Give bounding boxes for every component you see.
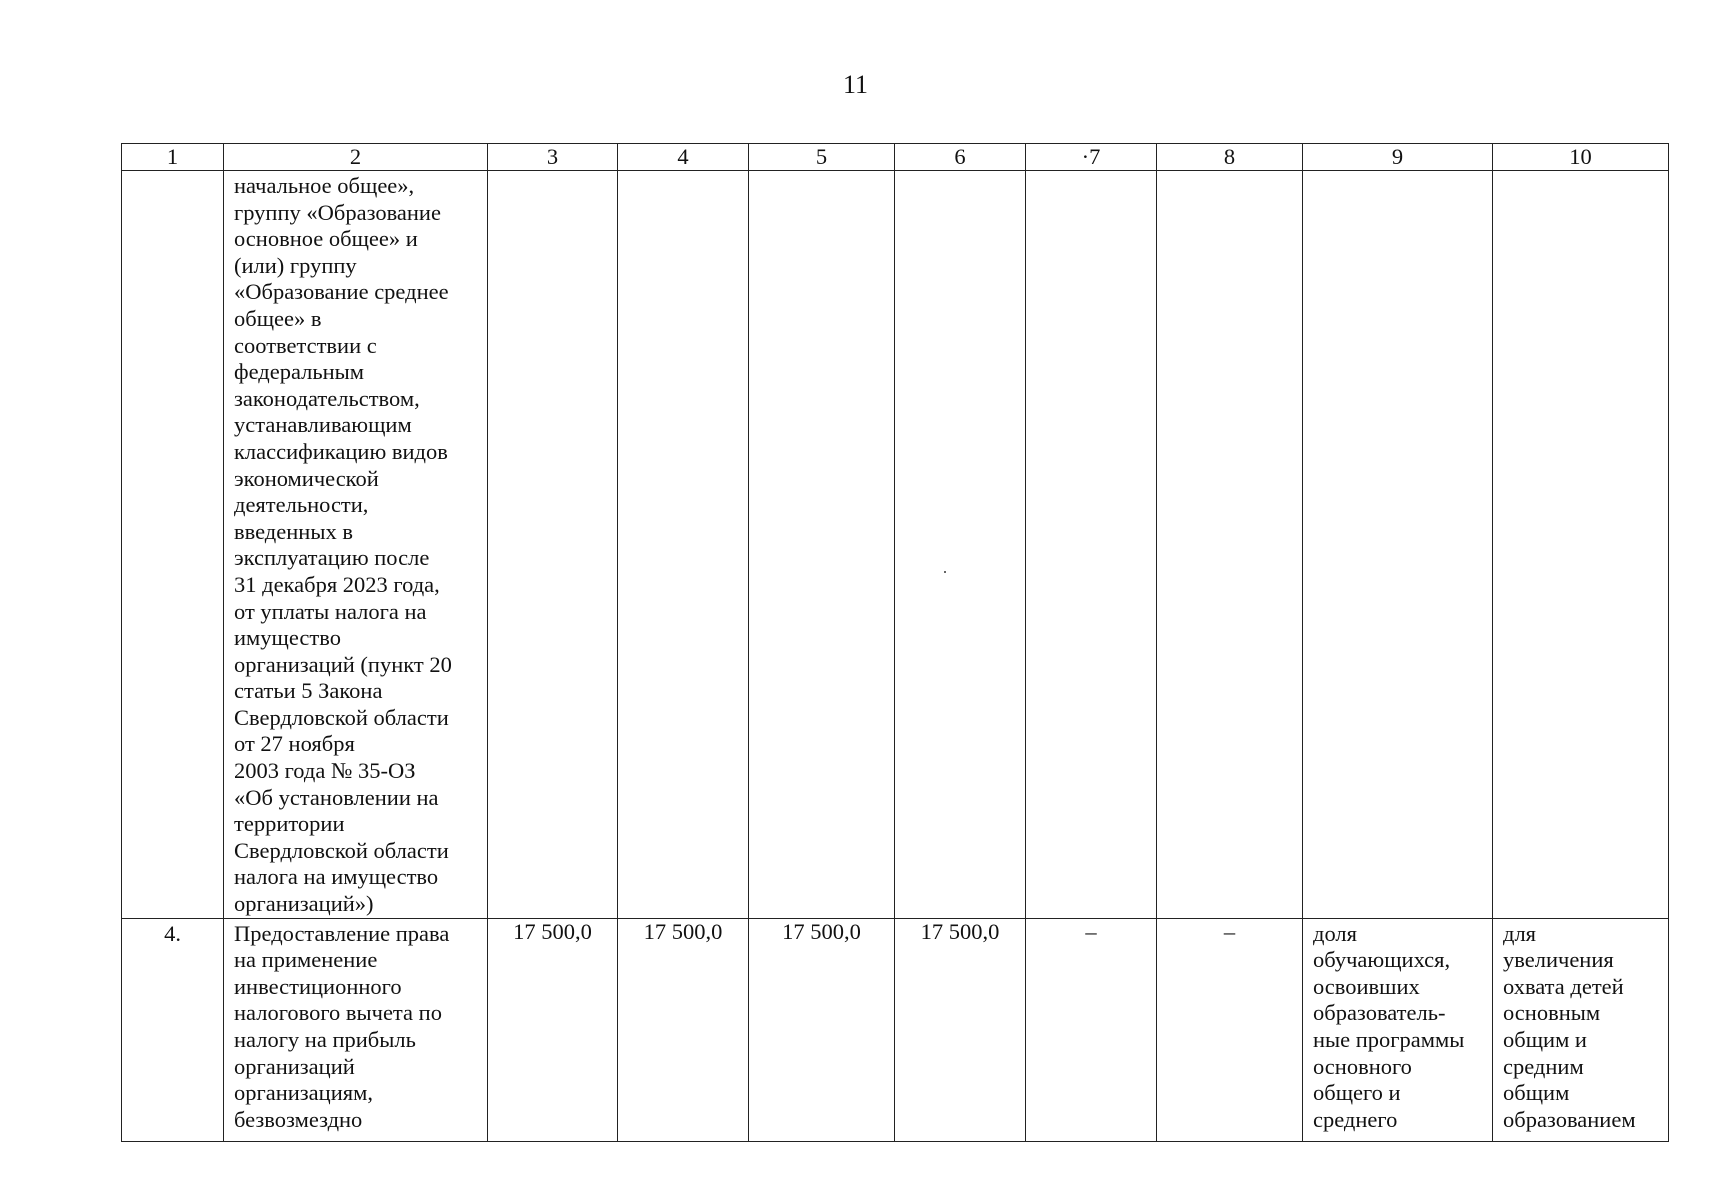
- cell-col3: [488, 171, 618, 919]
- scan-speck: [944, 571, 946, 573]
- cell-description: начальное общее», группу «Образование основное общее» и (или) группу «Образование среднее общее» в соответствии с федеральным законодательством, устанавливающим классификацию видов экономической деятельности, введенных в эксплуатацию после 31 декабря 2023 года, от уплаты налога на имущество организаций (пункт 20 статьи 5 Закона Свердловской области от 27 ноября 2003 года № 35-ОЗ «Об установлении на территории Свердловской области налога на имущество организаций»): [224, 171, 488, 919]
- header-cell-3: 3: [488, 144, 618, 171]
- cell-row-number: 4.: [122, 918, 224, 1141]
- header-cell-10: 10: [1493, 144, 1669, 171]
- cell-col5: [749, 171, 895, 919]
- header-cell-8: 8: [1157, 144, 1303, 171]
- cell-value-col5: 17 500,0: [749, 918, 895, 1141]
- header-cell-5: 5: [749, 144, 895, 171]
- cell-purpose: для увеличения охвата детей основным общим и средним общим образованием: [1493, 918, 1669, 1141]
- header-cell-2: 2: [224, 144, 488, 171]
- data-table: [121, 143, 1669, 1142]
- cell-col9: [1303, 171, 1493, 919]
- header-cell-7: ·7: [1026, 144, 1157, 171]
- cell-value-col8: –: [1157, 918, 1303, 1141]
- page-number: 11: [842, 70, 869, 99]
- cell-value-col6: 17 500,0: [895, 918, 1026, 1141]
- table-row: [122, 918, 1669, 1141]
- cell-indicator: доля обучающихся, освоивших образователь- ные программы основного общего и среднего: [1303, 918, 1493, 1141]
- header-cell-1: 1: [122, 144, 224, 171]
- cell-col1: [122, 171, 224, 919]
- cell-col8: [1157, 171, 1303, 919]
- cell-col6: [895, 171, 1026, 919]
- cell-value-col3: 17 500,0: [488, 918, 618, 1141]
- cell-col10: [1493, 171, 1669, 919]
- cell-description: Предоставление права на применение инвестиционного налогового вычета по налогу на прибыль организаций организациям, безвозмездно: [224, 918, 488, 1141]
- header-cell-4: 4: [618, 144, 749, 171]
- table-row: [122, 171, 1669, 919]
- header-cell-6: 6: [895, 144, 1026, 171]
- cell-col4: [618, 171, 749, 919]
- cell-col7: [1026, 171, 1157, 919]
- cell-value-col7: –: [1026, 918, 1157, 1141]
- table-header-row: [122, 144, 1669, 171]
- header-cell-9: 9: [1303, 144, 1493, 171]
- cell-value-col4: 17 500,0: [618, 918, 749, 1141]
